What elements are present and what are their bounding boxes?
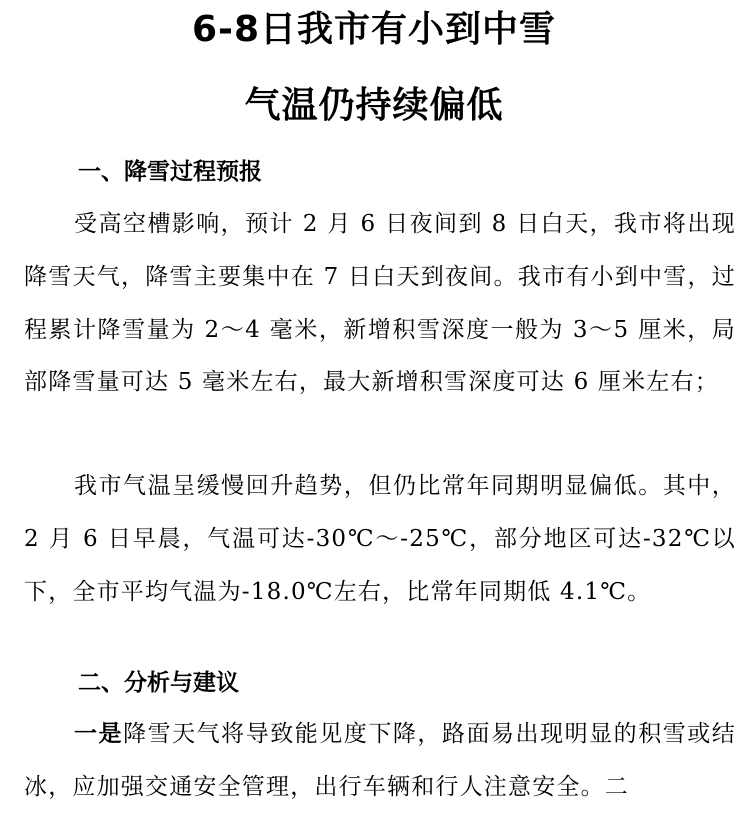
forecast-paragraph-temperature: 我市气温呈缓慢回升趋势，但仍比常年同期明显偏低。其中，2 月 6 日早晨，气温可达-30℃～-25℃，部分地区可达-32℃以下，全市平均气温为-18.0℃左右，比常年同期低 4.1℃。 [24, 473, 736, 605]
document-title-line-1: 6-8日我市有小到中雪 [191, 9, 557, 50]
section-heading-analysis: 二、分析与建议 [78, 670, 239, 696]
analysis-lead-label: 一是 [74, 721, 124, 747]
document-title-line-2: 气温仍持续偏低 [244, 85, 504, 126]
section-heading-forecast: 一、降雪过程预报 [78, 159, 262, 185]
analysis-paragraph-1 [24, 708, 736, 814]
analysis-paragraph-text: 降雪天气将导致能见度下降，路面易出现明显的积雪或结冰，应加强交通安全管理，出行车辆和行人注意安全。二 [24, 721, 736, 800]
forecast-paragraph-snowfall: 受高空槽影响，预计 2 月 6 日夜间到 8 日白天，我市将出现降雪天气，降雪主要集中在 7 日白天到夜间。我市有小到中雪，过程累计降雪量为 2～4 毫米，新增积雪深度一般为 3～5 厘米，局部降雪量可达 5 毫米左右，最大新增积雪深度可达 6 厘米左右； [24, 211, 736, 396]
